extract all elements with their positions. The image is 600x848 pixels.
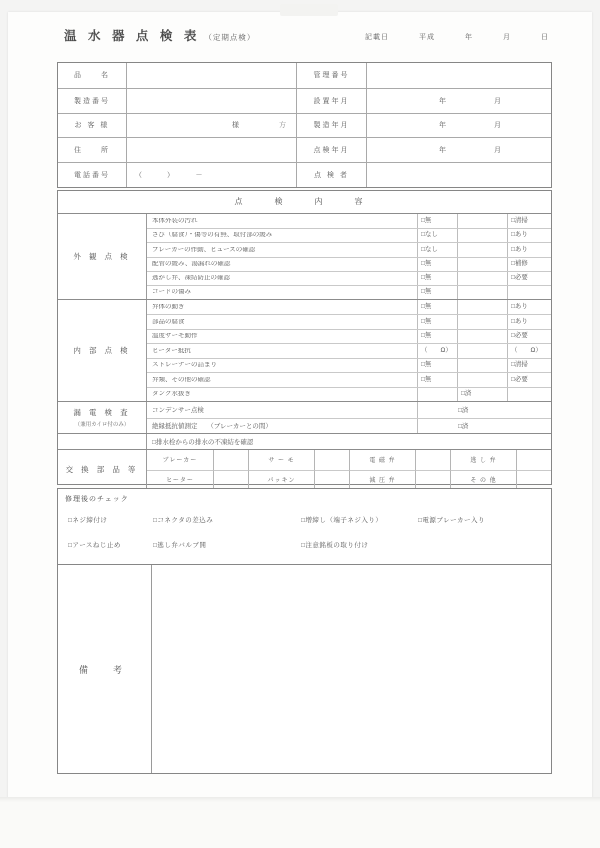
label-spacer — [58, 434, 147, 449]
part-name: 逃 し 弁 — [450, 450, 516, 470]
check-mid — [457, 214, 507, 228]
part-qty-field — [213, 450, 248, 470]
inspection-row-heater-resistance: ヒーター抵抗 （ Ω） （ Ω） — [147, 343, 551, 357]
check-action: □必要 — [507, 330, 551, 343]
inspection-row: 弁体の動き □無 □あり — [147, 300, 551, 314]
era-label: 平成 — [419, 34, 435, 41]
part-name: パッキン — [248, 470, 314, 490]
manufacture-date-label: 製造年月 — [296, 113, 366, 138]
inspection-row-tank-drain: タンク水抜き □済 — [147, 387, 551, 401]
inspection-content-title: 点 検 内 容 — [58, 191, 551, 214]
check-none: □無 — [417, 330, 457, 343]
remarks-box — [57, 564, 552, 774]
check-none: □無 — [417, 272, 457, 285]
part-qty-field — [516, 470, 551, 490]
check-none: □無 — [417, 258, 457, 271]
inspection-row: ストレーナーの詰まり □無 □清掃 — [147, 358, 551, 372]
check-none: □無 — [417, 315, 457, 328]
part-name: 電 磁 弁 — [349, 450, 415, 470]
year-suffix: 年 — [439, 122, 447, 130]
part-name: 減 圧 弁 — [349, 470, 415, 490]
check-action: □必要 — [507, 272, 551, 285]
check-action: □補修 — [507, 258, 551, 271]
inspection-row: コードの傷み □無 — [147, 285, 551, 299]
scanned-form-sheet — [8, 12, 592, 798]
check-mid — [457, 300, 507, 314]
check-mid — [457, 243, 507, 256]
check-action: □清掃 — [507, 214, 551, 228]
check-mid — [457, 258, 507, 271]
after-check-item: □注意銘板の取り付け — [301, 542, 369, 549]
check-none: □無 — [417, 373, 457, 386]
inspection-date-field — [366, 137, 551, 162]
customer-label: お 客 様 — [58, 113, 126, 138]
form-header — [64, 26, 255, 45]
after-check-item: □逃し弁バルブ開 — [153, 542, 207, 549]
check-none: □なし — [417, 243, 457, 256]
customer-name-field — [126, 113, 296, 138]
day-suffix: 日 — [541, 34, 549, 41]
check-action: □清掃 — [507, 359, 551, 372]
check-mid — [457, 286, 507, 299]
part-name: そ の 他 — [450, 470, 516, 490]
inspection-row: 部品の腐食 □無 □あり — [147, 314, 551, 328]
section-internal-rows — [147, 300, 551, 401]
phone-field: （ ） － — [126, 162, 296, 187]
inspector-field — [366, 162, 551, 187]
check-action: □あり — [507, 315, 551, 328]
inspection-date-label: 点検年月 — [296, 137, 366, 162]
inspection-row: 逃がし弁、凍結防止の確認 □無 □必要 — [147, 271, 551, 285]
month-suffix: 月 — [494, 97, 502, 105]
serial-number-field — [126, 88, 296, 113]
replaced-parts-label: 交 換 部 品 等 — [58, 450, 147, 489]
after-check-item: □アースねじ止め — [68, 542, 121, 549]
inspection-row: 温度サーモ動作 □無 □必要 — [147, 329, 551, 343]
check-action — [507, 286, 551, 299]
check-mid — [457, 330, 507, 343]
record-date-label: 記載日 — [365, 34, 389, 41]
year-suffix: 年 — [439, 147, 447, 155]
inspector-label: 点 検 者 — [296, 162, 366, 187]
section-leakage-sublabel: （兼用カイロ付のみ） — [74, 422, 130, 428]
after-repair-title: 修理後のチェック — [65, 496, 129, 503]
manufacture-date-field — [366, 113, 551, 138]
part-qty-field — [415, 450, 450, 470]
after-check-item: □増締し（端子ネジ入り） — [301, 517, 383, 524]
customer-honorific: 様 — [232, 122, 240, 130]
check-mid — [457, 344, 507, 357]
check-mid — [457, 373, 507, 386]
control-number-field — [366, 63, 551, 88]
customer-suffix: 方 — [279, 122, 287, 130]
form-title: 温 水 器 点 検 表 — [64, 29, 201, 43]
drain-check-text: □排水栓からの排水の不凍結を確認 — [152, 439, 254, 446]
install-date-label: 設置年月 — [296, 88, 366, 113]
after-check-item: □ネジ締付け — [68, 517, 108, 524]
check-none — [417, 388, 457, 401]
year-suffix: 年 — [465, 34, 473, 41]
check-none: □無 — [417, 300, 457, 314]
serial-number-label: 製造番号 — [58, 88, 126, 113]
inspection-row: ブレーカーの作動、ヒューズの確認 □なし □あり — [147, 242, 551, 256]
inspection-row: コンデンサー点検 □済 — [147, 402, 551, 418]
check-none: □無 — [417, 214, 457, 228]
section-internal-label: 内 部 点 検 — [58, 300, 147, 401]
page-bottom-edge — [0, 797, 600, 848]
part-qty-field — [314, 470, 349, 490]
month-suffix: 月 — [503, 34, 511, 41]
check-mid — [457, 272, 507, 285]
address-field — [126, 137, 296, 162]
check-mid — [457, 229, 507, 242]
replaced-parts-grid — [147, 450, 551, 489]
check-action: □あり — [507, 229, 551, 242]
check-none: □無 — [417, 359, 457, 372]
inspection-row: 絶縁抵抗値測定 （ブレーカーとの間） □済 — [147, 418, 551, 434]
month-suffix: 月 — [494, 147, 502, 155]
remarks-content — [152, 565, 551, 773]
check-action — [507, 388, 551, 401]
resistance-value-field: （ Ω） — [507, 344, 551, 357]
check-done: □済 — [417, 402, 551, 418]
month-suffix: 月 — [494, 122, 502, 130]
remarks-label: 備 考 — [58, 565, 152, 773]
part-qty-field — [314, 450, 349, 470]
section-replaced-parts — [58, 450, 551, 489]
section-leakage-test — [58, 402, 551, 434]
inspection-row: 弁類、その他の確認 □無 □必要 — [147, 372, 551, 386]
drain-check-row — [58, 434, 551, 450]
inspection-row: 配管の緩み、湯漏れの確認 □無 □補修 — [147, 257, 551, 271]
scan-tab-artifact — [280, 4, 338, 16]
phone-label: 電話番号 — [58, 162, 126, 187]
after-check-item: □コネクタの差込み — [153, 517, 214, 524]
part-name: ブレーカー — [162, 458, 198, 465]
check-action: □必要 — [507, 373, 551, 386]
check-mid — [457, 359, 507, 372]
part-name: ヒーター — [147, 470, 213, 490]
check-action: □あり — [507, 243, 551, 256]
check-action: □あり — [507, 300, 551, 314]
part-qty-field — [516, 450, 551, 470]
customer-info-table — [57, 62, 552, 188]
part-qty-field — [415, 470, 450, 490]
section-exterior-rows — [147, 214, 551, 299]
section-internal-inspection — [58, 300, 551, 402]
control-number-label: 管理番号 — [296, 63, 366, 88]
product-name-label: 品 名 — [74, 72, 110, 80]
part-name: サ ー モ — [248, 450, 314, 470]
section-leakage-rows — [147, 402, 551, 433]
record-date-line — [365, 32, 549, 42]
inspection-row: さび（腐食）・傷等の有無、取付部の緩み □なし □あり — [147, 228, 551, 242]
after-repair-check-box — [57, 488, 552, 566]
part-qty-field — [213, 470, 248, 490]
form-title-note: （定期点検） — [204, 33, 256, 42]
inspection-row: 本体外装の汚れ □無 □清掃 — [147, 214, 551, 228]
check-done: □済 — [457, 388, 507, 401]
section-exterior-label: 外 観 点 検 — [58, 214, 147, 299]
check-none: □なし — [417, 229, 457, 242]
inspection-content-table — [57, 190, 552, 485]
install-date-field — [366, 88, 551, 113]
check-done: □済 — [417, 419, 551, 434]
address-label: 住 所 — [58, 137, 126, 162]
after-check-item: □電源ブレーカー入り — [418, 517, 486, 524]
resistance-value-field: （ Ω） — [417, 344, 457, 357]
check-none: □無 — [417, 286, 457, 299]
section-exterior-inspection — [58, 214, 551, 300]
check-mid — [457, 315, 507, 328]
product-name-field — [126, 63, 296, 88]
year-suffix: 年 — [439, 97, 447, 105]
section-leakage-label: 漏 電 検 査 （兼用カイロ付のみ） — [58, 402, 147, 433]
